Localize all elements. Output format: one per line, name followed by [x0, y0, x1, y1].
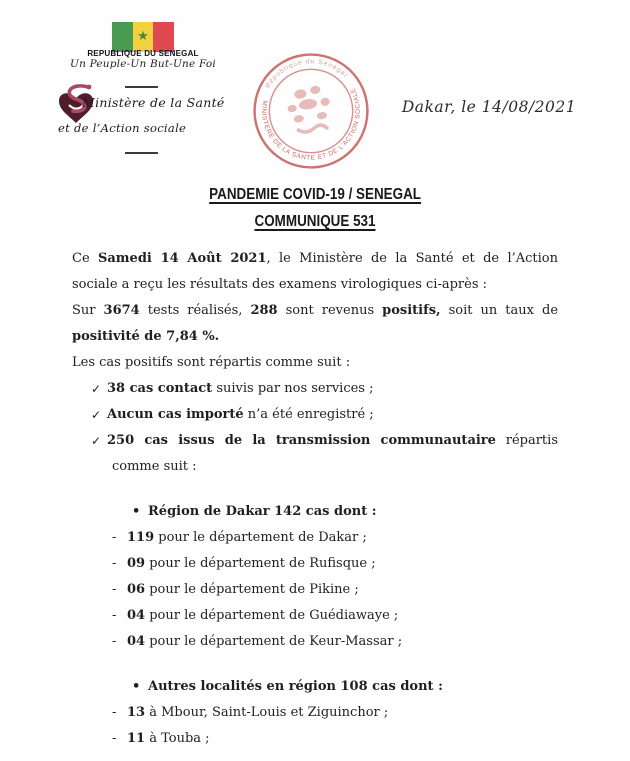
tests-run: tests réalisés, [139, 303, 251, 318]
check-cont-text: comme suit : [112, 459, 197, 474]
flag-star-icon: ★ [137, 28, 149, 44]
positivity-rate-bold: positivité de 7,84 %. [72, 329, 220, 344]
case-count: 04 [127, 634, 146, 649]
dakar-heading [72, 499, 558, 525]
case-count: 09 [127, 556, 146, 571]
case-text: à Touba ; [145, 731, 210, 746]
check-bold: 250 cas issus de la transmission communautaire [107, 433, 496, 448]
list-item [72, 700, 558, 726]
intro-line2 [72, 272, 558, 298]
title-line2: COMMUNIQUE 531 [254, 213, 376, 230]
tests-run: soit un taux de [440, 303, 559, 318]
ministry-name-line1: Ministère de la Santé [82, 95, 225, 110]
intro-run: Ce [72, 251, 98, 266]
autres-heading-text: Autres localités en région 108 cas dont : [148, 679, 443, 694]
tests-line2 [72, 324, 558, 350]
stamp-top-text: République du Sénégal [264, 58, 349, 90]
dash-icon: - [112, 582, 117, 597]
case-text: pour le département de Guédiawaye ; [145, 608, 399, 623]
svg-text:République du Sénégal [261, 53, 349, 91]
dash-icon: - [112, 634, 117, 649]
document-body [72, 246, 558, 752]
intro-run: , le Ministère de la Santé et de l’Action [266, 251, 558, 266]
stamp-bottom-text: MINISTERE DE LA SANTE ET DE L'ACTION SOCIALE [260, 86, 362, 162]
dash-icon: - [112, 705, 117, 720]
ministry-name-line2: et de l’Action sociale [58, 121, 187, 135]
check-rest: n’a été enregistré ; [243, 407, 374, 422]
dash-icon: - [112, 608, 117, 623]
case-count: 119 [127, 530, 155, 545]
check-bold: 38 cas contact [107, 381, 213, 396]
case-text: à Mbour, Saint-Louis et Ziguinchor ; [145, 705, 389, 720]
check-item-imported [72, 402, 558, 428]
check-icon: ✓ [91, 434, 102, 448]
check-item-community [72, 428, 558, 454]
tests-positifs-bold: positifs, [382, 303, 441, 318]
check-rest: suivis par nos services ; [212, 381, 374, 396]
title-line1: PANDEMIE COVID-19 / SENEGAL [209, 186, 421, 203]
divider-bottom [125, 152, 158, 154]
case-text: pour le département de Rufisque ; [145, 556, 376, 571]
bullet-icon: • [132, 679, 141, 694]
national-motto: Un Peuple-Un But-Une Foi [70, 58, 216, 70]
repartition-text: Les cas positifs sont répartis comme suit : [72, 355, 351, 370]
check-bold: Aucun cas importé [107, 407, 244, 422]
tests-run: sont revenus [277, 303, 383, 318]
case-text: pour le département de Keur-Massar ; [145, 634, 403, 649]
check-item-contact [72, 376, 558, 402]
tests-run: Sur [72, 303, 104, 318]
case-count: 06 [127, 582, 146, 597]
list-item [72, 525, 558, 551]
flag-stripe-yellow [133, 22, 154, 52]
case-count: 11 [127, 731, 146, 746]
dash-icon: - [112, 731, 117, 746]
bullet-icon: • [132, 504, 141, 519]
case-count: 13 [127, 705, 146, 720]
check-rest: répartis [495, 433, 558, 448]
list-item [72, 726, 558, 752]
list-item [72, 551, 558, 577]
case-text: pour le département de Dakar ; [154, 530, 367, 545]
repartition-intro [72, 350, 558, 376]
check-icon: ✓ [91, 382, 102, 396]
divider-top [125, 86, 158, 88]
flag-stripe-green [112, 22, 133, 52]
intro-line1 [72, 246, 558, 272]
tests-total-bold: 3674 [103, 303, 140, 318]
official-stamp [242, 42, 380, 180]
tests-positive-bold: 288 [250, 303, 278, 318]
dash-icon: - [112, 530, 117, 545]
dash-icon: - [112, 556, 117, 571]
check-icon: ✓ [91, 408, 102, 422]
dakar-heading-text: Région de Dakar 142 cas dont : [148, 504, 377, 519]
case-count: 04 [127, 608, 146, 623]
senegal-flag [112, 22, 174, 52]
tests-line1 [72, 298, 558, 324]
intro-run: sociale a reçu les résultats des examens virologiques ci-après : [72, 277, 487, 292]
check-item-community-cont [72, 454, 558, 480]
list-item [72, 603, 558, 629]
case-text: pour le département de Pikine ; [145, 582, 359, 597]
list-item [72, 629, 558, 655]
place-date: Dakar, le 14/08/2021 [401, 98, 577, 116]
list-item [72, 577, 558, 603]
flag-stripe-red [153, 22, 174, 52]
republic-title: REPUBLIQUE DU SENEGAL [87, 49, 199, 58]
stamp-emblem [285, 84, 334, 134]
autres-heading [72, 674, 558, 700]
document-title [0, 184, 630, 233]
intro-date-bold: Samedi 14 Août 2021 [97, 251, 267, 266]
